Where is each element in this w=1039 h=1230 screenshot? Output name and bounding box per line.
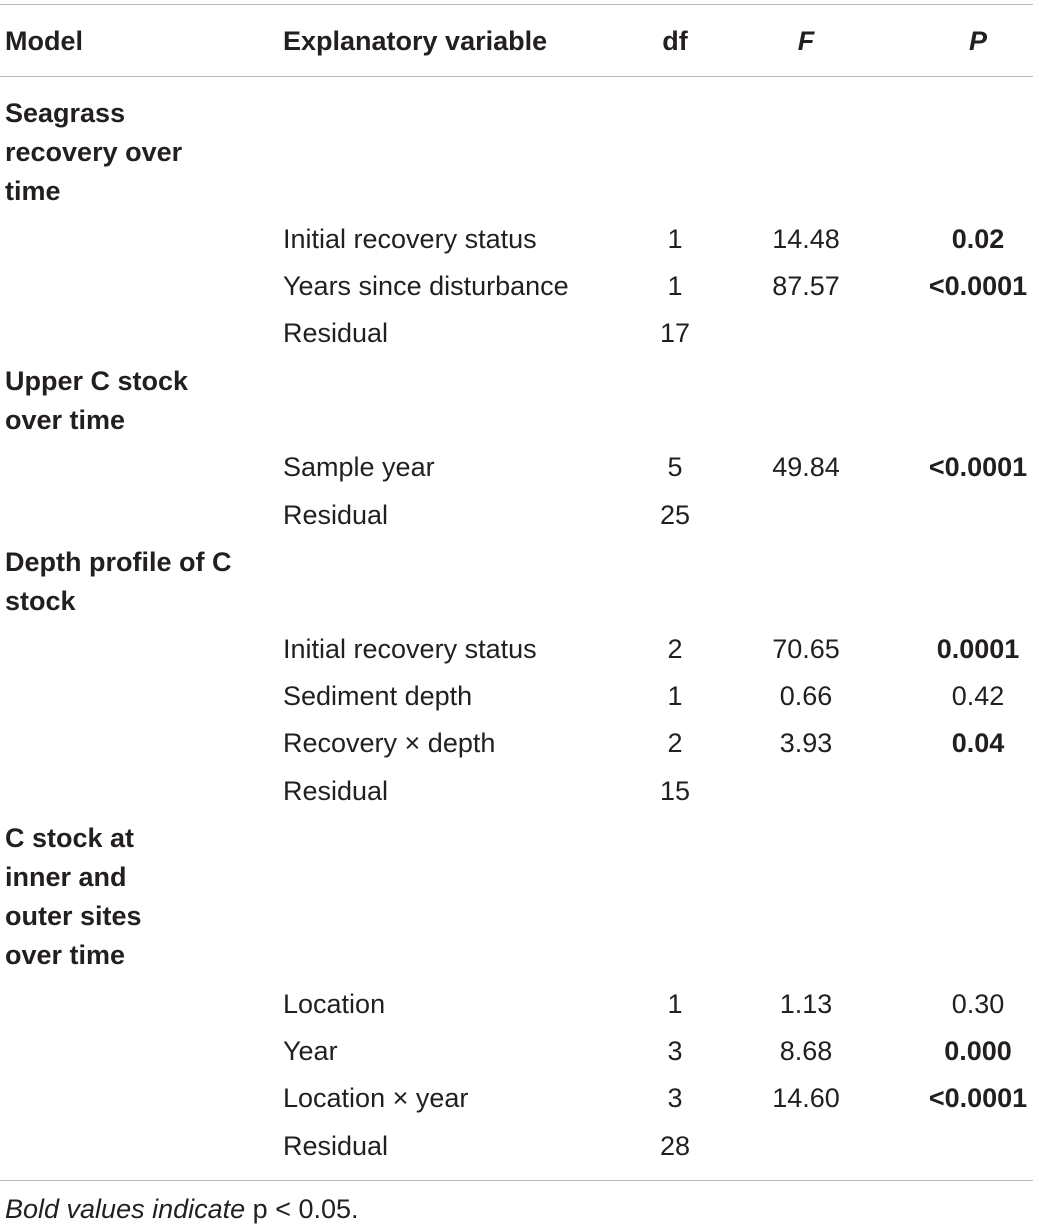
f-cell: 8.68: [779, 1036, 833, 1066]
variable-cell: Residual: [283, 776, 389, 806]
variable-cell: Residual: [283, 500, 389, 530]
header-variable: Explanatory variable: [283, 26, 548, 56]
p-cell: 0.42: [951, 681, 1005, 711]
df-cell: 1: [667, 271, 683, 301]
f-cell: 14.48: [772, 224, 840, 254]
footnote-prefix: Bold values indicate: [5, 1194, 246, 1224]
df-cell: 1: [667, 681, 683, 711]
top-rule: [0, 4, 1033, 5]
variable-cell: Initial recovery status: [283, 224, 537, 254]
f-cell: 1.13: [779, 989, 833, 1019]
model-label: Upper C stock over time: [5, 366, 189, 435]
p-cell: 0.30: [951, 989, 1005, 1019]
variable-cell: Recovery × depth: [283, 728, 496, 758]
footnote-condition: p < 0.05.: [252, 1194, 359, 1224]
model-label: C stock at inner and outer sites over time: [5, 823, 142, 970]
model-label: Seagrass recovery over time: [5, 98, 183, 206]
df-cell: 15: [659, 776, 691, 806]
p-cell: 0.0001: [936, 634, 1020, 664]
variable-cell: Sample year: [283, 452, 435, 482]
variable-cell: Years since disturbance: [283, 271, 569, 301]
header-model: Model: [5, 26, 83, 56]
df-cell: 3: [667, 1083, 683, 1113]
df-cell: 3: [667, 1036, 683, 1066]
p-cell: 0.02: [951, 224, 1005, 254]
df-cell: 25: [659, 500, 691, 530]
variable-cell: Year: [283, 1036, 338, 1066]
variable-cell: Location × year: [283, 1083, 469, 1113]
variable-cell: Residual: [283, 318, 389, 348]
df-cell: 28: [659, 1131, 691, 1161]
df-cell: 5: [667, 452, 683, 482]
table-footnote: [5, 1190, 359, 1229]
df-cell: 1: [667, 224, 683, 254]
variable-cell: Sediment depth: [283, 681, 473, 711]
header-rule: [0, 76, 1033, 77]
variable-cell: Location: [283, 989, 386, 1019]
header-p: P: [968, 26, 988, 56]
p-cell: <0.0001: [928, 271, 1028, 301]
df-cell: 2: [667, 728, 683, 758]
f-cell: 70.65: [772, 634, 840, 664]
header-df: df: [662, 26, 688, 56]
f-cell: 87.57: [772, 271, 840, 301]
bottom-rule: [0, 1180, 1033, 1181]
f-cell: 3.93: [779, 728, 833, 758]
variable-cell: Residual: [283, 1131, 389, 1161]
df-cell: 17: [659, 318, 691, 348]
p-cell: <0.0001: [928, 1083, 1028, 1113]
p-cell: <0.0001: [928, 452, 1028, 482]
f-cell: 49.84: [772, 452, 840, 482]
p-cell: 0.04: [951, 728, 1005, 758]
f-cell: 14.60: [772, 1083, 840, 1113]
model-label: Depth profile of C stock: [5, 547, 232, 616]
df-cell: 1: [667, 989, 683, 1019]
variable-cell: Initial recovery status: [283, 634, 537, 664]
f-cell: 0.66: [779, 681, 833, 711]
p-cell: 0.000: [944, 1036, 1012, 1066]
df-cell: 2: [667, 634, 683, 664]
header-f: F: [797, 26, 815, 56]
